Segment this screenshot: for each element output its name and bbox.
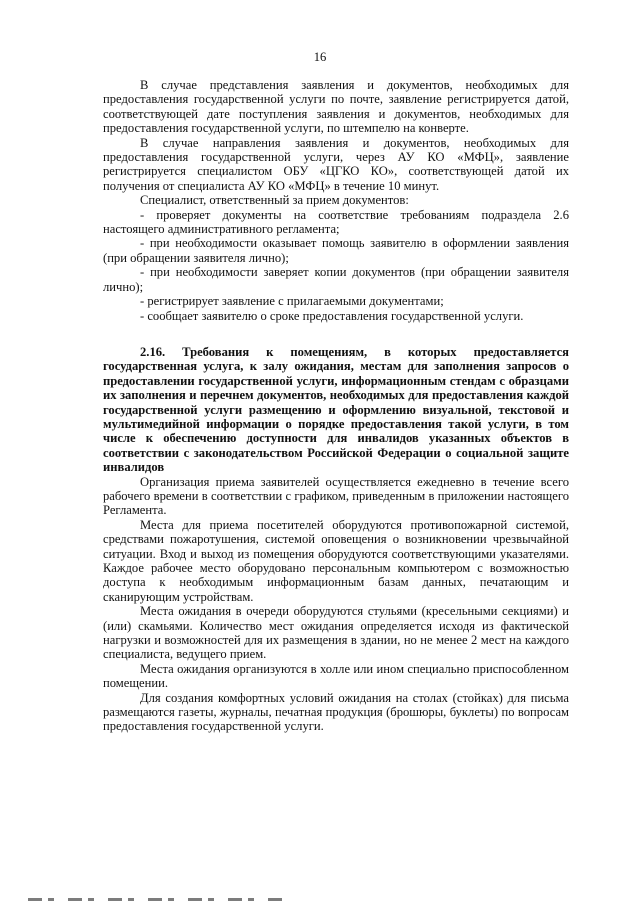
paragraph-waiting-seats: Места ожидания в очереди оборудуются стульями (кресельными секциями) и (или) скамьями. Количество мест ожидания определяется исходя из фактической нагрузки и возможностей для их размещения в здании, но не менее 2 мест на каждого специалиста, ведущего прием.	[103, 604, 569, 662]
duty-help-applicant: - при необходимости оказывает помощь заявителю в оформлении заявления (при обращении заявителя лично);	[103, 236, 569, 265]
section-heading-2-16: 2.16. Требования к помещениям, в которых предоставляется государственная услуга, к залу ожидания, местам для заполнения запросов о предоставлении государственной услуги, информационным стендам с образцами их заполнения и перечнем документов, необходимых для предоставления каждой государственной услуги размещению и оформлению визуальной, текстовой и мультимедийной информации о порядке предоставления такой услуги, в том числе к обеспечению доступности для инвалидов указанных объектов в соответствии с законодательством Российской Федерации о социальной защите инвалидов	[103, 344, 569, 475]
duty-register-application: - регистрирует заявление с прилагаемыми документами;	[140, 294, 444, 309]
duty-certify-copies: - при необходимости заверяет копии документов (при обращении заявителя лично);	[103, 265, 569, 294]
duty-inform-deadline: - сообщает заявителю о сроке предоставления государственной услуги.	[140, 308, 524, 323]
duty-check-documents: - проверяет документы на соответствие требованиям подраздела 2.6 настоящего административного регламента;	[103, 207, 569, 237]
paragraph-reception-places: Места для приема посетителей оборудуются противопожарной системой, средствами пожаротушения, системой оповещения о возникновении чрезвычайной ситуации. Вход и выход из помещения оборудуются соответствующими указателями. Каждое рабочее место оборудовано персональным компьютером с возможностью доступа к необходимым информационным базам данных, печатающим и сканирующим устройствам.	[103, 517, 569, 604]
document-body	[103, 78, 569, 734]
paragraph-specialist-intro: Специалист, ответственный за прием документов:	[140, 193, 409, 208]
paragraph-mail-registration: В случае представления заявления и документов, необходимых для предоставления государственной услуги по почте, заявление регистрируется датой, соответствующей дате поступления заявления и документов, необходимых для предоставления государственной услуги, по штемпелю на конверте.	[103, 78, 569, 136]
paragraph-reception-schedule: Организация приема заявителей осуществляется ежедневно в течение всего рабочего времени в соответствии с графиком, приведенным в приложении настоящего Регламента.	[103, 474, 569, 518]
paragraph-mfc-registration: В случае направления заявления и документов, необходимых для предоставления государственной услуги, через АУ КО «МФЦ», заявление регистрируется специалистом ОБУ «ЦГКО КО», соответствующей датой их получения от специалиста АУ КО «МФЦ» в течение 10 минут.	[103, 135, 569, 193]
scan-edge-artifact	[28, 898, 288, 901]
section-gap	[103, 323, 569, 345]
paragraph-writing-materials: Для создания комфортных условий ожидания на столах (стойках) для письма размещаются газеты, журналы, печатная продукция (брошюры, буклеты) по вопросам предоставления государственной услуги.	[103, 690, 569, 734]
paragraph-waiting-location: Места ожидания организуются в холле или ином специально приспособленном помещении.	[103, 661, 569, 691]
page-number: 16	[313, 50, 327, 64]
